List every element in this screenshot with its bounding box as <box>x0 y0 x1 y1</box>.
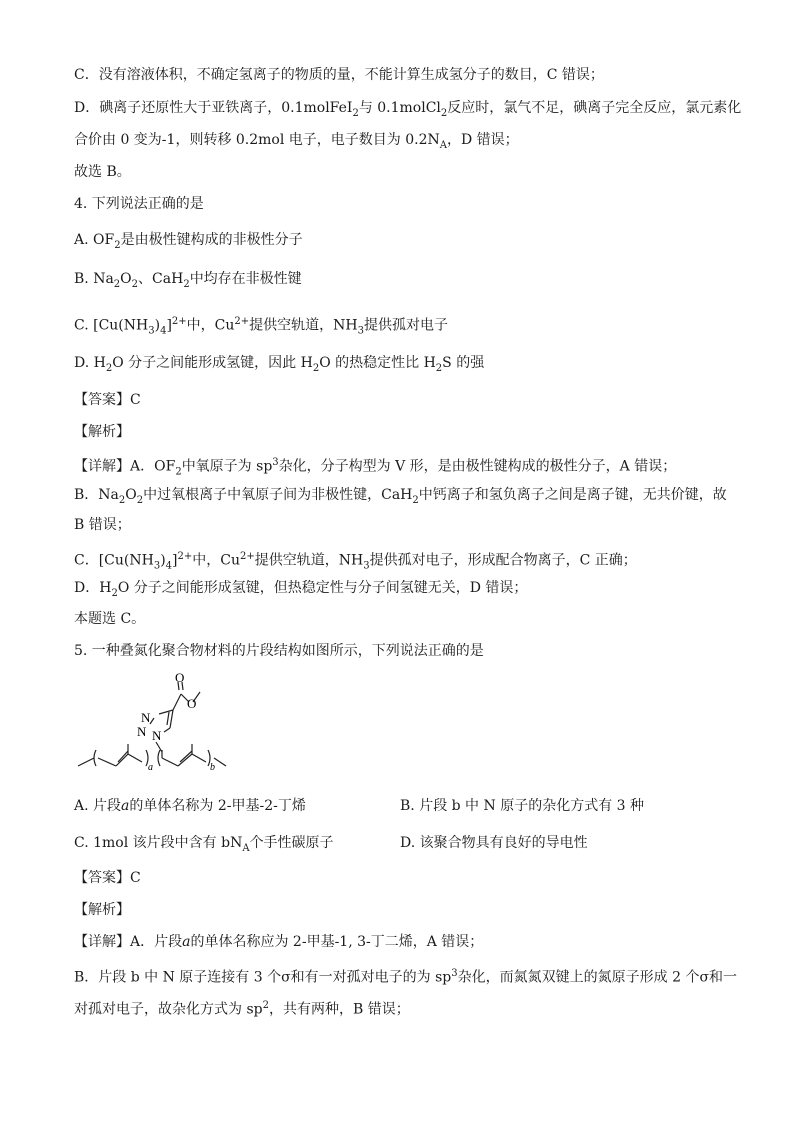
detail-line <box>74 484 727 512</box>
question-5-option-a <box>74 795 306 815</box>
detail-line <box>74 546 637 577</box>
superscript: 2+ <box>234 316 250 327</box>
detail-text: 杂化，而氮氮双键上的氮原子形成 2 个σ和一 <box>457 969 738 986</box>
detail-text: 的单体名称应为 2-甲基-1, 3-丁二烯，A 错误； <box>190 934 484 950</box>
option-text: S 的强 <box>442 355 485 371</box>
option-text: 中，Cu <box>186 317 235 334</box>
option-text: 提供空轨道，NH <box>249 317 358 334</box>
detail-text: C．[Cu(NH <box>74 552 154 569</box>
detail-line <box>74 931 483 953</box>
option-text: A. OF <box>74 232 115 248</box>
segment-variable: a <box>182 934 191 950</box>
subscript: 3 <box>148 325 155 337</box>
answer-label <box>74 867 141 889</box>
subscript: 2 <box>111 587 118 599</box>
detail-text: ) <box>160 552 166 569</box>
question-5-stem <box>74 640 484 662</box>
detail-text: O <box>125 487 137 503</box>
subscript: 3 <box>153 560 161 572</box>
subscript: 3 <box>357 325 364 337</box>
detail-text: B．片段 b 中 N 原子连接有 3 个σ和有一对孤对电子的为 sp <box>74 969 452 986</box>
segment-variable: a <box>121 798 130 814</box>
detail-text: O 分子之间能形成氢键，但热稳定性与分子间氢键无关，D 错误； <box>117 580 528 596</box>
subscript: 2 <box>312 362 320 374</box>
superscript: 3 <box>451 968 458 979</box>
segment-b-label: b <box>210 762 215 773</box>
detail-line <box>74 963 737 989</box>
question-5-option-b <box>400 795 644 815</box>
subscript: 2 <box>352 107 359 119</box>
line-text: D．碘离子还原性大于亚铁离子，0.1molFeI <box>74 100 353 116</box>
superscript: 2+ <box>171 316 187 327</box>
subscript: 2 <box>175 466 182 478</box>
option-text: 的单体名称为 2-甲基-2-丁烯 <box>129 798 306 814</box>
analysis-text: 【解析】 <box>74 424 130 440</box>
detail-text: D．H <box>74 580 112 596</box>
detail-text: ] <box>172 552 178 569</box>
answer-text: 【答案】C <box>74 392 141 408</box>
selection-line <box>74 608 145 630</box>
nitrogen-label: N <box>141 710 151 725</box>
polymer-structure-figure <box>74 670 254 780</box>
detail-text: 中过氧根离子中氧原子间为非极性键，CaH <box>143 487 413 503</box>
selection-text: 本题选 C。 <box>74 611 146 627</box>
option-text: 个手性碳原子 <box>249 835 334 851</box>
analysis-label <box>74 421 130 443</box>
detail-text: 对孤对电子，故杂化方式为 sp <box>74 1001 263 1018</box>
detail-line <box>74 452 676 483</box>
option-text: ) <box>154 317 161 334</box>
detail-line <box>74 514 131 536</box>
subscript: 2 <box>183 278 190 290</box>
detail-text: 【详解】A．OF <box>74 458 176 475</box>
option-text: 、CaH <box>138 271 184 287</box>
subscript: 4 <box>160 325 167 337</box>
question-4-option-b <box>74 268 302 296</box>
option-text: O 的热稳定性比 H <box>319 355 436 371</box>
question-4-stem <box>74 193 204 215</box>
subscript: A <box>242 842 250 854</box>
option-text: 是由极性键构成的非极性分子 <box>120 232 303 248</box>
subscript: 2 <box>114 239 121 251</box>
question-5-option-d <box>400 832 588 852</box>
option-text: D. H <box>74 355 106 371</box>
line-text: 与 0.1molCl <box>358 100 441 116</box>
option-text: A. 片段 <box>74 798 122 814</box>
option-text: O 分子之间能形成氢键，因此 H <box>112 355 313 371</box>
detail-text: 提供孤对电子，形成配合物离子，C 正确； <box>369 552 637 569</box>
superscript: 3 <box>272 457 279 468</box>
question-5-option-c <box>74 832 334 854</box>
option-text: D. 该聚合物具有良好的导电性 <box>400 835 588 851</box>
question-text: 4. 下列说法正确的是 <box>74 196 204 212</box>
subscript: 2 <box>113 278 121 290</box>
line-text: C．没有溶液体积，不确定氢离子的物质的量，不能计算生成氢分子的数目，C 错误； <box>74 67 604 83</box>
question-text: 5. 一种叠氮化聚合物材料的片段结构如图所示，下列说法正确的是 <box>74 643 484 659</box>
question-4-option-c <box>74 311 448 342</box>
subscript: 2 <box>131 278 139 290</box>
superscript: 2+ <box>177 551 193 562</box>
nitrogen-label: N <box>152 728 162 743</box>
line-text: 反应时，氯气不足，碘离子完全反应，氯元素化 <box>447 100 742 116</box>
subscript: 2 <box>105 362 113 374</box>
question-4-option-a <box>74 229 303 257</box>
detail-text: 中钙离子和氢负离子之间是离子键，无共价键，故 <box>418 487 727 503</box>
subscript: 2 <box>412 494 419 506</box>
segment-a-label: a <box>148 762 153 773</box>
detail-line <box>74 577 527 605</box>
subscript: 2 <box>136 494 144 506</box>
analysis-label <box>74 899 130 921</box>
subscript: 4 <box>165 560 173 572</box>
oxygen-label: O <box>187 696 197 711</box>
text-line <box>74 97 741 125</box>
option-text: B. 片段 b 中 N 原子的杂化方式有 3 种 <box>400 798 645 814</box>
answer-label <box>74 389 141 411</box>
question-4-option-d <box>74 352 484 380</box>
oxygen-label: O <box>175 670 185 685</box>
subscript: 2 <box>118 494 126 506</box>
option-text: 提供孤对电子 <box>364 317 448 334</box>
option-text: C. 1mol 该片段中含有 bN <box>74 835 243 851</box>
option-text: O <box>120 271 132 287</box>
option-text: ] <box>166 317 172 334</box>
detail-text: 中氧原子为 sp <box>181 458 273 475</box>
line-text: ，D 错误； <box>447 132 519 148</box>
detail-text: B．Na <box>74 487 119 503</box>
option-text: C. [Cu(NH <box>74 317 149 334</box>
text-line <box>74 64 604 86</box>
line-text: 故选 B。 <box>74 164 131 180</box>
answer-text: 【答案】C <box>74 870 141 886</box>
nitrogen-label: N <box>137 724 147 739</box>
detail-text: 杂化，分子构型为 V 形，是由极性键构成的极性分子，A 错误； <box>278 458 677 475</box>
subscript: 2 <box>435 362 443 374</box>
subscript: A <box>439 139 447 151</box>
option-text: 中均存在非极性键 <box>189 271 302 287</box>
text-line <box>74 161 131 183</box>
polymer-structure-svg <box>74 670 254 780</box>
line-text: 合价由 0 变为-1，则转移 0.2mol 电子，电子数目为 0.2N <box>74 132 440 148</box>
subscript: 2 <box>440 107 448 119</box>
analysis-text: 【解析】 <box>74 902 130 918</box>
detail-text: 中，Cu <box>192 552 240 569</box>
superscript: 2 <box>262 1000 269 1011</box>
detail-text: B 错误； <box>74 517 131 533</box>
detail-text: 【详解】A．片段 <box>74 934 183 950</box>
detail-text: 提供空轨道，NH <box>254 552 364 569</box>
detail-text: ，共有两种，B 错误； <box>268 1001 410 1018</box>
subscript: 3 <box>363 560 370 572</box>
detail-line <box>74 995 410 1021</box>
option-text: B. Na <box>74 271 114 287</box>
superscript: 2+ <box>240 551 255 562</box>
text-line <box>74 129 519 157</box>
